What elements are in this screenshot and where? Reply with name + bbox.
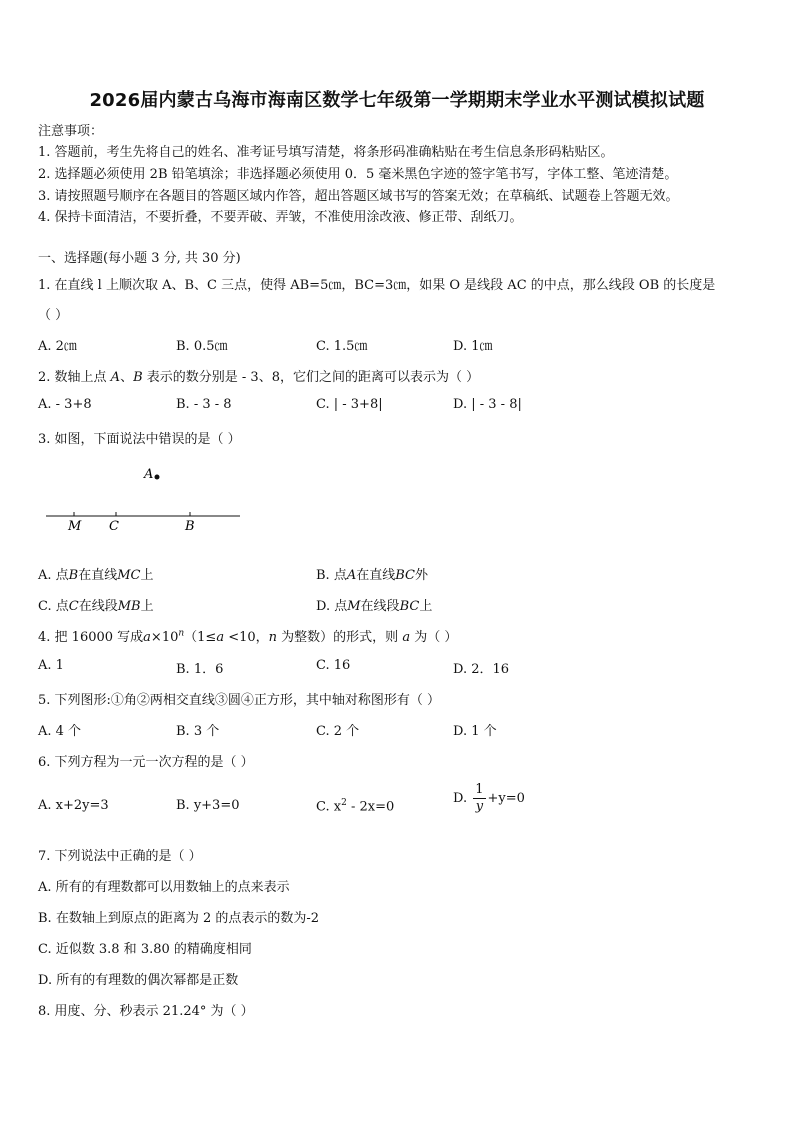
question-3-text: 3. 如图，下面说法中错误的是（ ） — [38, 432, 241, 447]
q4-cond-n: n — [268, 630, 278, 645]
q3-figure — [40, 462, 250, 534]
notice-item-2: 2. 选择题必须使用 2B 铅笔填涂；非选择题必须使用 0．5 毫米黑色字迹的签字笔书写，字体工整、笔迹清楚。 — [38, 167, 678, 182]
q6-option-c — [316, 798, 394, 814]
q3-opt-a-label: A. 点 — [38, 568, 69, 583]
page-title: 2026届内蒙古乌海市海南区数学七年级第一学期期末学业水平测试模拟试题 — [89, 90, 705, 111]
q8-value: 21.24° — [162, 1004, 207, 1019]
q3-label-b: B — [185, 519, 195, 534]
q4-formula-a: a — [143, 630, 151, 645]
question-1-blank: （ ） — [38, 308, 69, 323]
notice-item-1: 1. 答题前，考生先将自己的姓名、准考证号填写清楚，将条形码准确粘贴在考生信息条形码粘贴区。 — [38, 145, 614, 160]
q3-opt-b-end: 外 — [414, 568, 428, 583]
question-2-text — [38, 366, 479, 385]
q4-cond: （1≤ — [184, 630, 217, 645]
notice-item-4: 4. 保持卡面清洁，不要折叠，不要弄破、弄皱，不准使用涂改液、修正带、刮纸刀。 — [38, 210, 523, 225]
q1-option-c: C. 1.5㎝ — [316, 339, 368, 354]
q7-option-b: B. 在数轴上到原点的距离为 2 的点表示的数为-2 — [38, 911, 320, 926]
q3-label-c: C — [109, 519, 119, 534]
q6-opt-c-label: C. x — [316, 799, 342, 815]
q8-suffix: 为（ ） — [206, 1004, 254, 1019]
q3-opt-c-label: C. 点 — [38, 599, 69, 614]
q3-opt-b-mid: 在直线 — [356, 568, 396, 583]
q3-option-b — [316, 564, 428, 583]
q3-opt-c-mid: 在线段 — [78, 599, 118, 614]
q3-opt-a-v2: MC — [117, 568, 141, 583]
q3-opt-b-label: B. 点 — [316, 568, 347, 583]
q6-option-b: B. y+3=0 — [176, 798, 240, 813]
q3-opt-c-v1: C — [68, 599, 79, 614]
q3-opt-b-v1: A — [346, 568, 357, 583]
q6-opt-d-num: 1 — [475, 782, 484, 797]
q3-point-a-dot — [155, 475, 160, 480]
q1-option-d: D. 1㎝ — [453, 339, 493, 354]
q1-option-a: A. 2㎝ — [38, 339, 77, 354]
q6-opt-d-label: D. — [453, 791, 468, 806]
q4-prefix: 4. 把 16000 写成 — [38, 630, 144, 645]
q6-opt-c-rest: - 2x=0 — [346, 799, 395, 815]
q3-opt-c-end: 上 — [140, 599, 154, 614]
q3-opt-a-v1: B — [68, 568, 79, 583]
q3-opt-d-v2: BC — [399, 599, 420, 614]
q6-opt-d-fraction — [473, 782, 485, 815]
question-1-text: 1. 在直线 l 上顺次取 A、B、C 三点，使得 AB=5㎝，BC=3㎝，如果 O 是线段 AC 的中点，那么线段 OB 的长度是 — [38, 278, 716, 293]
q2-point-a: A — [110, 370, 121, 385]
notice-item-3: 3. 请按照题号顺序在各题目的答题区域内作答，超出答题区域书写的答案无效；在草稿纸、试题卷上答题无效。 — [38, 189, 679, 204]
q2-option-d: D. | - 3 - 8| — [453, 397, 522, 412]
q5-option-c: C. 2 个 — [316, 724, 360, 739]
q2-prefix: 2. 数轴上点 — [38, 370, 111, 385]
q4-option-c: C. 16 — [316, 658, 351, 673]
notice-heading: 注意事项： — [38, 124, 104, 139]
section-heading: 一、选择题(每小题 3 分, 共 30 分) — [38, 251, 241, 266]
q3-opt-d-mid: 在线段 — [360, 599, 400, 614]
q2-option-b: B. - 3 - 8 — [176, 397, 232, 412]
q4-cond-a: a — [216, 630, 225, 645]
q7-option-a: A. 所有的有理数都可以用数轴上的点来表示 — [38, 880, 290, 895]
question-6-text: 6. 下列方程为一元一次方程的是（ ） — [38, 755, 254, 770]
q5-option-d: D. 1 个 — [453, 724, 497, 739]
question-5-text: 5. 下列图形:①角②两相交直线③圆④正方形，其中轴对称图形有（ ） — [38, 693, 441, 708]
q6-opt-d-den: y — [475, 799, 484, 814]
q2-sep: 、 — [120, 370, 134, 385]
q2-point-b: B — [133, 370, 143, 385]
q6-option-d — [453, 782, 525, 815]
q4-formula-x: ×10 — [150, 630, 179, 645]
q3-opt-b-v2: BC — [395, 568, 415, 583]
q3-opt-d-end: 上 — [419, 599, 433, 614]
q3-opt-a-mid: 在直线 — [78, 568, 118, 583]
q3-opt-a-end: 上 — [140, 568, 154, 583]
question-4-text — [38, 626, 457, 645]
q3-point-a-label: A — [144, 467, 154, 482]
q4-option-d: D. 2．16 — [453, 662, 510, 677]
q4-suffix: 为（ ） — [410, 630, 458, 645]
q7-option-c: C. 近似数 3.8 和 3.80 的精确度相同 — [38, 942, 252, 957]
q3-option-a — [38, 564, 154, 583]
q2-suffix: 表示的数分别是 - 3、8，它们之间的距离可以表示为（ ） — [142, 370, 480, 385]
question-7-text: 7. 下列说法中正确的是（ ） — [38, 849, 202, 864]
q1-option-b: B. 0.5㎝ — [176, 339, 228, 354]
q3-option-c — [38, 595, 154, 614]
q6-option-a: A. x+2y=3 — [38, 798, 109, 813]
q6-opt-d-rest: +y=0 — [487, 791, 525, 806]
q4-cond2: <10， — [224, 630, 269, 645]
q4-ans-a: a — [402, 630, 411, 645]
q4-option-a: A. 1 — [38, 658, 64, 673]
q8-prefix: 8. 用度、分、秒表示 — [38, 1004, 163, 1019]
q3-opt-d-v1: M — [347, 599, 361, 614]
q5-option-b: B. 3 个 — [176, 724, 220, 739]
question-8-text — [38, 1000, 254, 1019]
q3-opt-d-label: D. 点 — [316, 599, 348, 614]
q6-opt-c-sup: 2 — [341, 798, 347, 808]
q3-label-m: M — [68, 519, 82, 534]
q4-cond3: 为整数）的形式，则 — [277, 630, 403, 645]
q4-option-b: B. 1．6 — [176, 662, 224, 677]
q7-option-d: D. 所有的有理数的偶次幂都是正数 — [38, 973, 239, 988]
q2-option-a: A. - 3+8 — [38, 397, 92, 412]
q3-option-d — [316, 595, 432, 614]
q2-option-c: C. | - 3+8| — [316, 397, 383, 412]
q3-opt-c-v2: MB — [117, 599, 141, 614]
q5-option-a: A. 4 个 — [38, 724, 82, 739]
q4-formula-n: n — [178, 628, 185, 639]
